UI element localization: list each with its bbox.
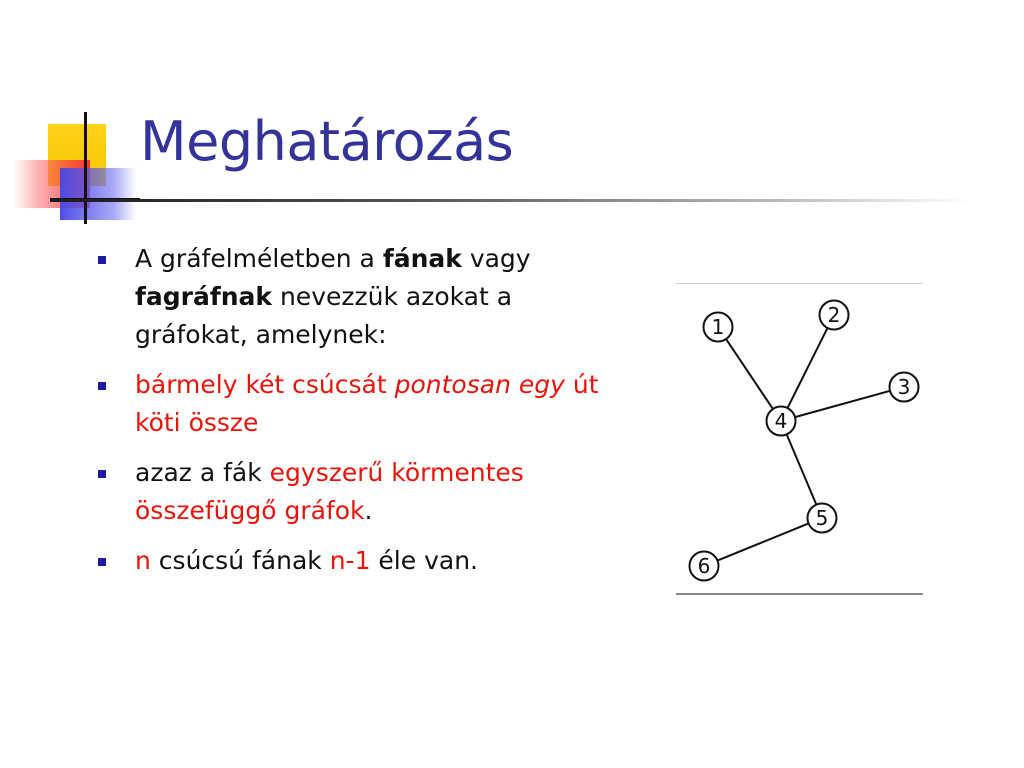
graph-node-label-3: 3 <box>897 375 911 399</box>
graph-edges <box>717 328 890 561</box>
logo-blue-square <box>60 168 136 220</box>
bullet-text-segment: A gráfelméletben a <box>135 244 383 273</box>
bullet-text-segment: út köti össze <box>135 370 599 437</box>
graph-edge-2-4 <box>787 328 827 408</box>
bullet-text-red: n <box>135 546 151 575</box>
bullet-text-segment: azaz a fák <box>135 458 270 487</box>
bullet-text-segment: éle van. <box>370 546 478 575</box>
bullet-text-italic: pontosan egy <box>394 370 565 399</box>
graph-edge-1-4 <box>726 339 773 409</box>
tree-graph-diagram <box>676 283 923 595</box>
bullet-text-segment: . <box>364 496 373 525</box>
bullet-square-icon <box>98 382 106 390</box>
bullet-square-icon <box>98 256 106 264</box>
graph-edge-3-4 <box>795 391 890 417</box>
slide-title: Meghatározás <box>140 110 514 173</box>
bullet-text-bold: fának <box>382 244 462 273</box>
bullet-square-icon <box>98 558 106 566</box>
bullet-text-red: n-1 <box>329 546 371 575</box>
bullet-text <box>135 370 599 437</box>
bullet-text-bold: fagráfnak <box>135 282 273 311</box>
graph-node-label-6: 6 <box>697 554 711 578</box>
graph-node-label-4: 4 <box>774 409 788 433</box>
graph-nodes <box>690 301 919 581</box>
bullet-text-segment: nevezzük azokat a gráfokat, amelynek: <box>135 282 513 349</box>
bullet-list <box>96 240 616 592</box>
bullet-text <box>135 458 524 525</box>
bullet-text-red: egyszerű körmentes összefüggő gráfok <box>135 458 524 525</box>
bullet-item <box>96 240 616 354</box>
bullet-text-segment: vagy <box>461 244 531 273</box>
bullet-text <box>135 244 531 349</box>
graph-edge-4-5 <box>787 434 817 504</box>
title-underline <box>50 199 970 202</box>
graph-node-label-5: 5 <box>815 506 829 530</box>
graph-edge-5-6 <box>717 523 808 560</box>
graph-node-label-1: 1 <box>711 315 725 339</box>
logo-vertical-line <box>84 112 87 224</box>
bullet-text <box>135 546 478 575</box>
bullet-text-segment: csúcsú fának <box>150 546 330 575</box>
bullet-item <box>96 542 616 580</box>
bullet-item <box>96 366 616 442</box>
bullet-item <box>96 454 616 530</box>
bullet-square-icon <box>98 470 106 478</box>
graph-node-label-2: 2 <box>827 303 841 327</box>
bullet-text-segment: bármely két csúcsát <box>135 370 395 399</box>
